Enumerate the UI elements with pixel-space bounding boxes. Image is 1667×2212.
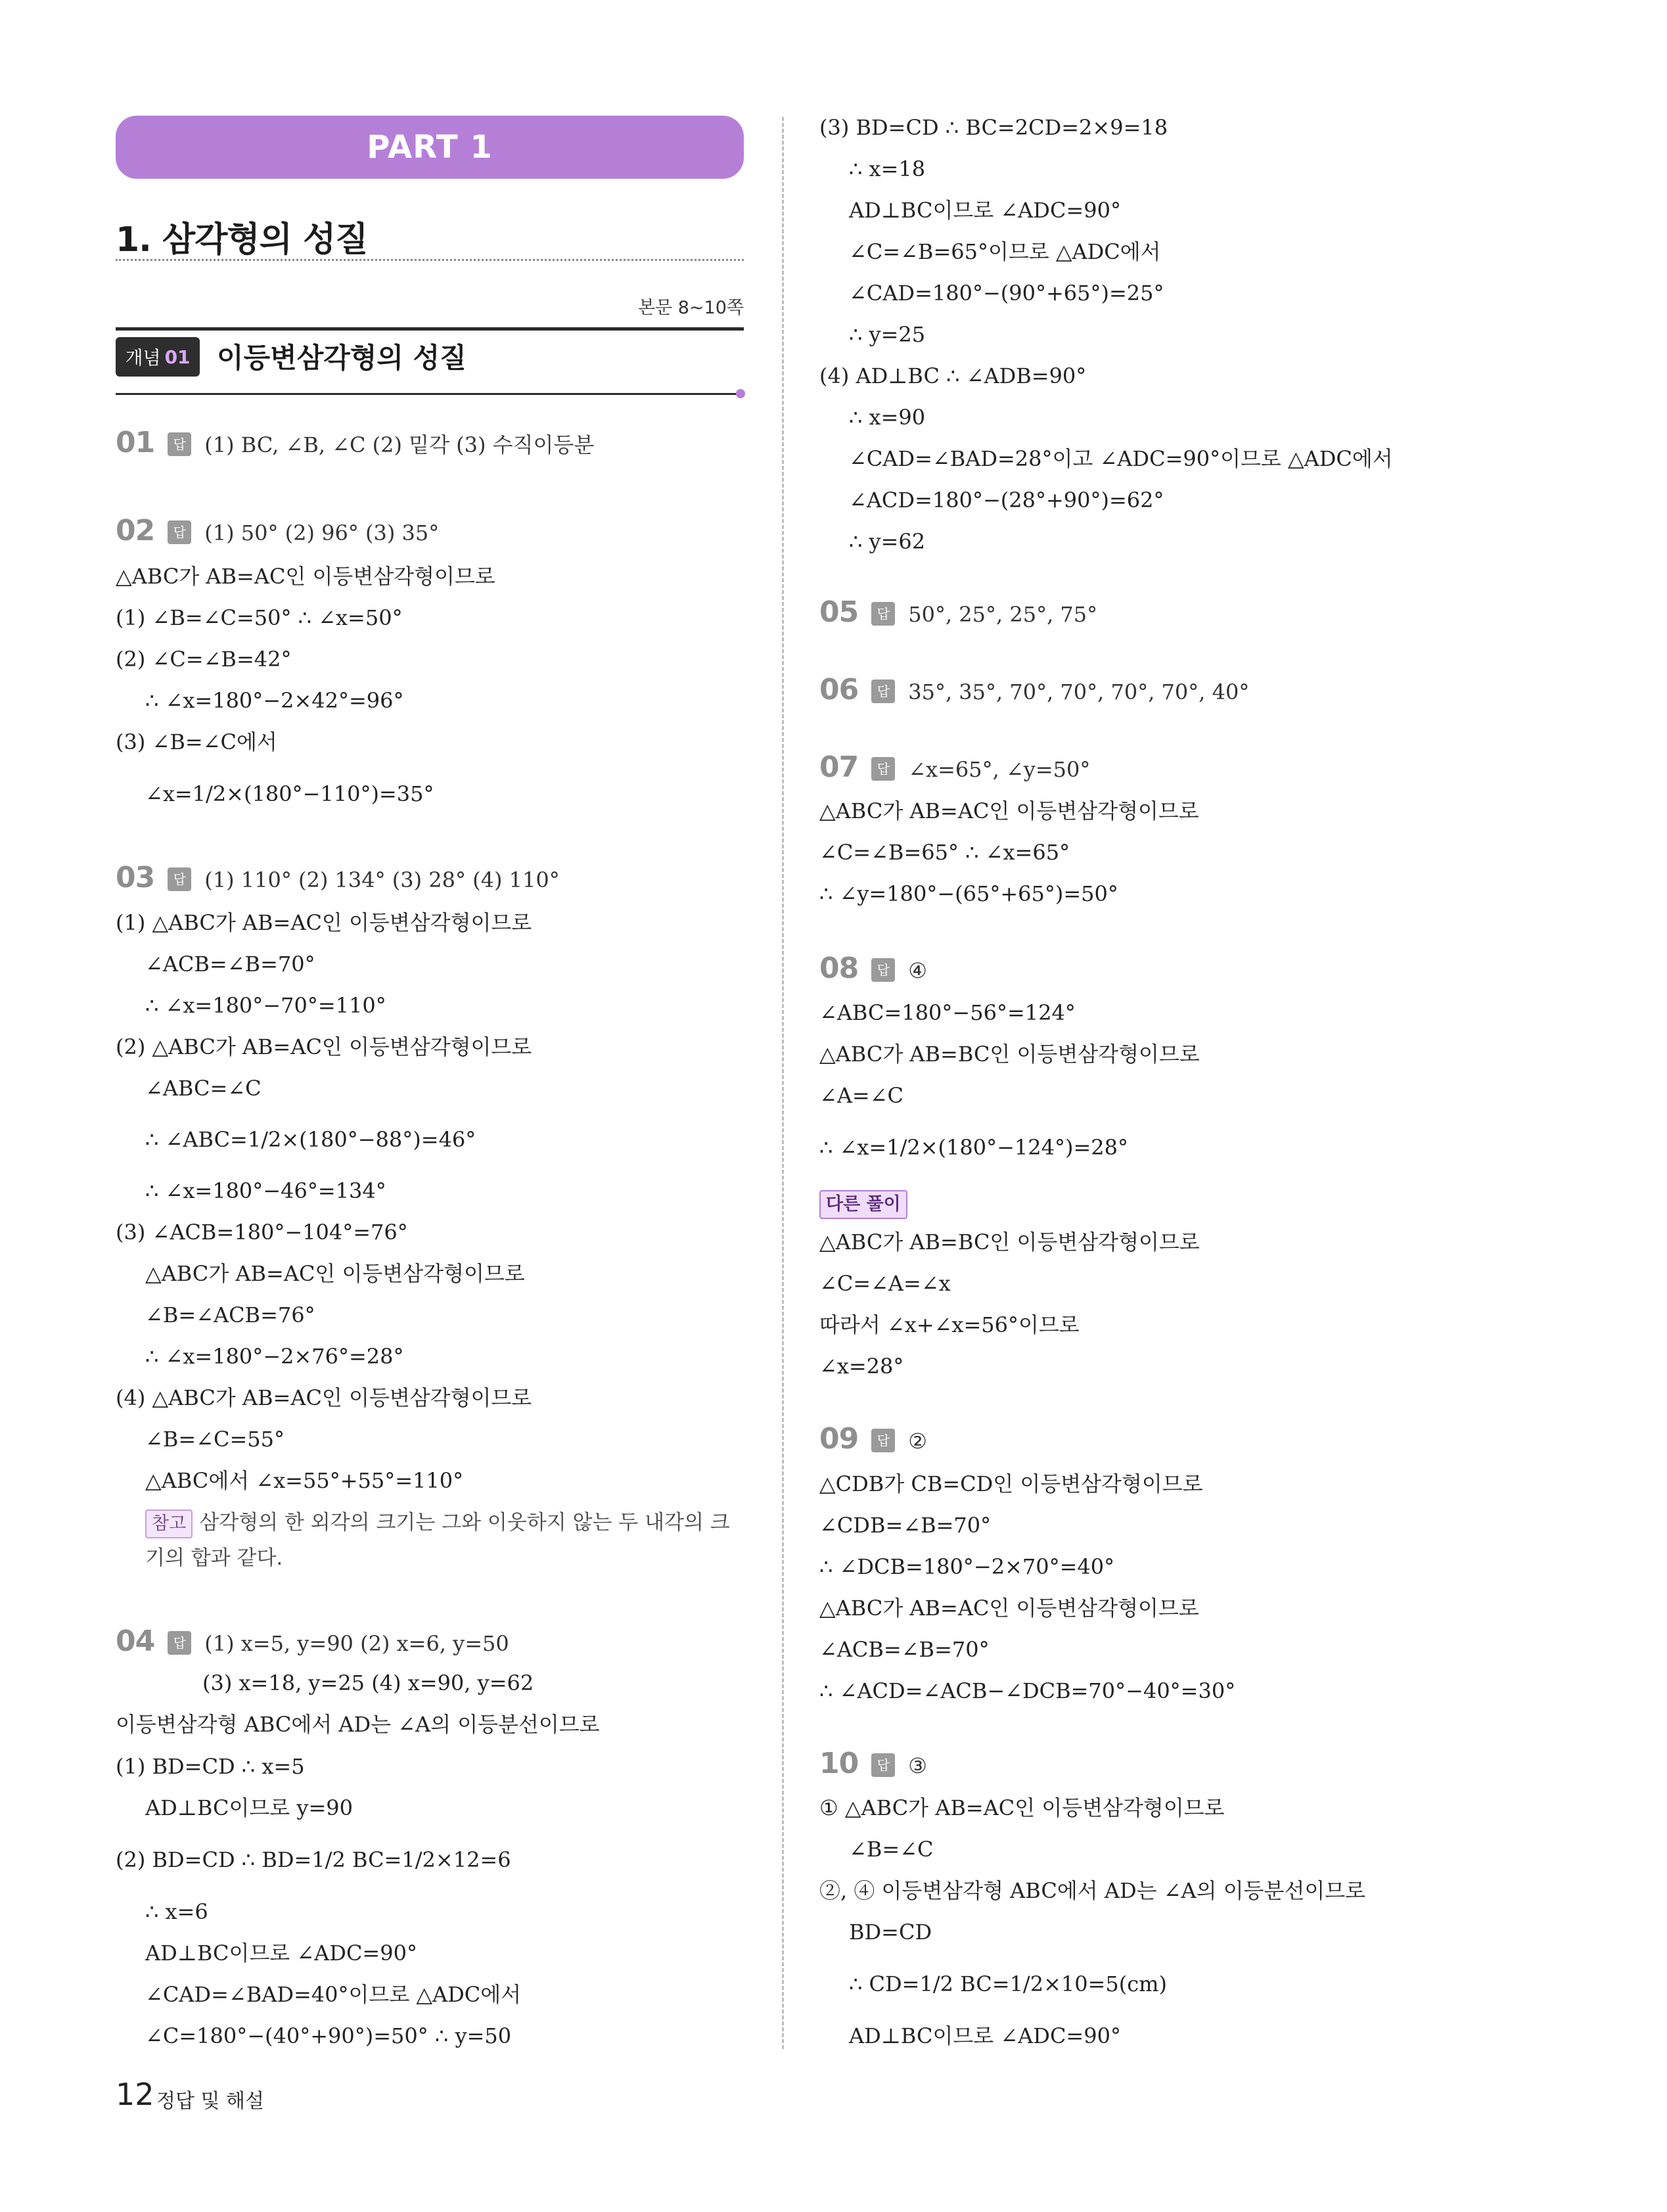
question-number: 08 — [819, 952, 859, 985]
solution-line: ∠B=∠C — [849, 1837, 934, 1862]
question-number: 10 — [819, 1747, 859, 1780]
solution-line: ∴ x=18 — [849, 156, 926, 181]
solution-line: (3) BD=CD ∴ BC=2CD=2×9=18 — [819, 115, 1168, 140]
concept-title: 이등변삼각형의 성질 — [217, 342, 467, 374]
question-10 — [819, 1748, 927, 1782]
question-05 — [819, 597, 1097, 630]
question-08 — [819, 953, 927, 986]
solution-line: △ABC에서 ∠x=55°+55°=110° — [145, 1468, 464, 1493]
question-number: 03 — [116, 861, 155, 894]
solution-line: (3) ∠ACB=180°−104°=76° — [116, 1220, 408, 1245]
solution-line: AD⊥BC이므로 ∠ADC=90° — [849, 2023, 1121, 2048]
solution-line: ∠ABC=180°−56°=124° — [819, 1000, 1076, 1025]
solution-line: ∴ y=25 — [849, 322, 926, 347]
question-number: 01 — [116, 426, 155, 459]
question-03 — [116, 862, 560, 896]
solution-line: △ABC가 AB=AC인 이등변삼각형이므로 — [145, 1261, 525, 1286]
solution-line: (3) ∠B=∠C에서 — [116, 729, 277, 754]
question-07 — [819, 752, 1090, 785]
answer-badge: 답 — [871, 757, 895, 781]
solution-line: ∠CAD=180°−(90°+65°)=25° — [849, 281, 1164, 306]
alt-solution-badge: 다른 풀이 — [819, 1190, 907, 1219]
solution-line: ∠x=28° — [819, 1354, 904, 1379]
solution-line: ∴ ∠DCB=180°−2×70°=40° — [819, 1554, 1115, 1579]
question-number: 04 — [116, 1624, 155, 1658]
solution-line: ∴ ∠ABC=1/2×(180°−88°)=46° — [145, 1127, 476, 1152]
answer-text: (1) x=5, y=90 (2) x=6, y=50 — [204, 1631, 509, 1656]
solution-line: ∠CAD=∠BAD=40°이므로 △ADC에서 — [145, 1982, 522, 2007]
solution-line: △ABC가 AB=AC인 이등변삼각형이므로 — [819, 1596, 1199, 1621]
question-02 — [116, 515, 439, 549]
question-01 — [116, 427, 594, 461]
solution-line: ∴ x=90 — [849, 405, 926, 430]
solution-line: △ABC가 AB=BC인 이등변삼각형이므로 — [819, 1042, 1200, 1067]
solution-line: (2) △ABC가 AB=AC인 이등변삼각형이므로 — [116, 1034, 532, 1059]
solution-line: (1) △ABC가 AB=AC인 이등변삼각형이므로 — [116, 910, 532, 935]
reference-text-cont — [145, 1542, 283, 1574]
solution-line: △CDB가 CB=CD인 이등변삼각형이므로 — [819, 1471, 1203, 1496]
answer-text: ③ — [908, 1753, 927, 1778]
solution-line: (4) △ABC가 AB=AC인 이등변삼각형이므로 — [116, 1385, 532, 1410]
question-number: 07 — [819, 750, 859, 784]
answer-badge: 답 — [168, 432, 191, 456]
answer-text-cont: (3) x=18, y=25 (4) x=90, y=62 — [202, 1671, 534, 1695]
solution-line: ∠ACD=180°−(28°+90°)=62° — [849, 488, 1164, 513]
solution-line: 따라서 ∠x+∠x=56°이므로 — [819, 1312, 1080, 1337]
solution-line: ∠CDB=∠B=70° — [819, 1513, 992, 1538]
answer-badge: 답 — [168, 1631, 191, 1655]
solution-line: △ABC가 AB=BC인 이등변삼각형이므로 — [819, 1230, 1200, 1255]
answer-badge: 답 — [871, 602, 895, 626]
answer-text: (1) 50° (2) 96° (3) 35° — [204, 520, 440, 545]
solution-line: ∠x=1/2×(180°−110°)=35° — [145, 781, 434, 806]
solution-line: ∠C=∠B=65° ∴ ∠x=65° — [819, 840, 1070, 865]
solution-line: BD=CD — [849, 1920, 932, 1945]
solution-line: ∠A=∠C — [819, 1083, 904, 1108]
concept-dot — [736, 389, 745, 398]
solution-line: ∴ CD=1/2 BC=1/2×10=5(cm) — [849, 1971, 1167, 1996]
solution-line: AD⊥BC이므로 y=90 — [145, 1795, 353, 1820]
question-06 — [819, 674, 1249, 708]
solution-line: ∠ACB=∠B=70° — [819, 1637, 990, 1662]
solution-line: ∴ ∠x=180°−2×42°=96° — [145, 688, 404, 713]
page-number: 12 — [116, 2077, 154, 2112]
solution-line: ∠C=∠A=∠x — [819, 1271, 951, 1296]
question-number: 06 — [819, 673, 859, 706]
concept-underline — [116, 393, 739, 395]
solution-line: △ABC가 AB=AC인 이등변삼각형이므로 — [819, 798, 1199, 823]
answer-text: ④ — [908, 958, 927, 983]
solution-line: (2) BD=CD ∴ BD=1/2 BC=1/2×12=6 — [116, 1847, 511, 1872]
solution-line: (2) ∠C=∠B=42° — [116, 647, 292, 672]
solution-line: ∠C=180°−(40°+90°)=50° ∴ y=50 — [145, 2023, 512, 2048]
part-banner: PART 1 — [116, 116, 744, 179]
answer-badge: 답 — [168, 867, 191, 891]
answer-text: 50°, 25°, 25°, 75° — [908, 602, 1098, 627]
alt-solution-label — [819, 1187, 907, 1219]
footer-label: 정답 및 해설 — [156, 2090, 264, 2113]
solution-line: △ABC가 AB=AC인 이등변삼각형이므로 — [116, 564, 495, 589]
solution-line: ∠CAD=∠BAD=28°이고 ∠ADC=90°이므로 △ADC에서 — [849, 446, 1393, 471]
solution-line: (1) BD=CD ∴ x=5 — [116, 1754, 305, 1779]
solution-line: ∴ ∠x=1/2×(180°−124°)=28° — [819, 1135, 1128, 1160]
solution-line: ∴ ∠y=180°−(65°+65°)=50° — [819, 881, 1118, 906]
page-reference: 본문 8~10쪽 — [638, 298, 744, 318]
concept-number: 01 — [164, 346, 191, 368]
answer-badge: 답 — [871, 680, 895, 703]
column-divider — [782, 117, 784, 2049]
answer-text: ② — [908, 1429, 927, 1454]
answer-badge: 답 — [168, 520, 191, 544]
solution-line: ∠ABC=∠C — [145, 1076, 262, 1101]
solution-line: (4) AD⊥BC ∴ ∠ADB=90° — [819, 363, 1087, 388]
question-number: 09 — [819, 1422, 859, 1456]
solution-line: ∠B=∠C=55° — [145, 1427, 285, 1452]
solution-line: ∴ ∠x=180°−70°=110° — [145, 993, 386, 1018]
solution-line: ① △ABC가 AB=AC인 이등변삼각형이므로 — [819, 1795, 1225, 1820]
chapter-title: 1. 삼각형의 성질 — [116, 212, 744, 261]
answer-badge: 답 — [871, 1753, 895, 1777]
answer-text: 35°, 35°, 70°, 70°, 70°, 70°, 40° — [908, 680, 1250, 704]
solution-line: AD⊥BC이므로 ∠ADC=90° — [145, 1941, 417, 1966]
solution-line: ②, ④ 이등변삼각형 ABC에서 AD는 ∠A의 이등분선이므로 — [819, 1878, 1366, 1903]
solution-line: ∠B=∠ACB=76° — [145, 1302, 315, 1327]
solution-line: (1) ∠B=∠C=50° ∴ ∠x=50° — [116, 605, 403, 630]
reference-note — [145, 1506, 730, 1538]
solution-line: ∠C=∠B=65°이므로 △ADC에서 — [849, 239, 1161, 264]
answer-text: (1) BC, ∠B, ∠C (2) 밑각 (3) 수직이등분 — [204, 432, 595, 457]
solution-line: ∴ y=62 — [849, 529, 926, 554]
answer-text: ∠x=65°, ∠y=50° — [908, 757, 1091, 782]
solution-line: 이등변삼각형 ABC에서 AD는 ∠A의 이등분선이므로 — [116, 1712, 600, 1737]
concept-tag-label: 개념 — [125, 347, 161, 369]
solution-line: ∴ x=6 — [145, 1899, 208, 1924]
answer-text: (1) 110° (2) 134° (3) 28° (4) 110° — [204, 867, 560, 892]
question-number: 02 — [116, 514, 155, 547]
solution-line: ∠ACB=∠B=70° — [145, 952, 315, 977]
concept-tag — [116, 337, 200, 377]
reference-badge: 참고 — [145, 1509, 193, 1538]
question-number: 05 — [819, 595, 859, 629]
reference-text: 삼각형의 한 외각의 크기는 그와 이웃하지 않는 두 내각의 크 — [199, 1511, 730, 1534]
solution-line: ∴ ∠x=180°−46°=134° — [145, 1178, 386, 1203]
solution-line: AD⊥BC이므로 ∠ADC=90° — [849, 198, 1121, 223]
answer-badge: 답 — [871, 1429, 895, 1452]
question-09 — [819, 1423, 927, 1457]
solution-line: ∴ ∠x=180°−2×76°=28° — [145, 1344, 404, 1369]
answer-badge: 답 — [871, 958, 895, 982]
reference-text: 기의 합과 같다. — [145, 1546, 283, 1570]
solution-line: ∴ ∠ACD=∠ACB−∠DCB=70°−40°=30° — [819, 1678, 1236, 1703]
question-04 — [116, 1626, 509, 1659]
